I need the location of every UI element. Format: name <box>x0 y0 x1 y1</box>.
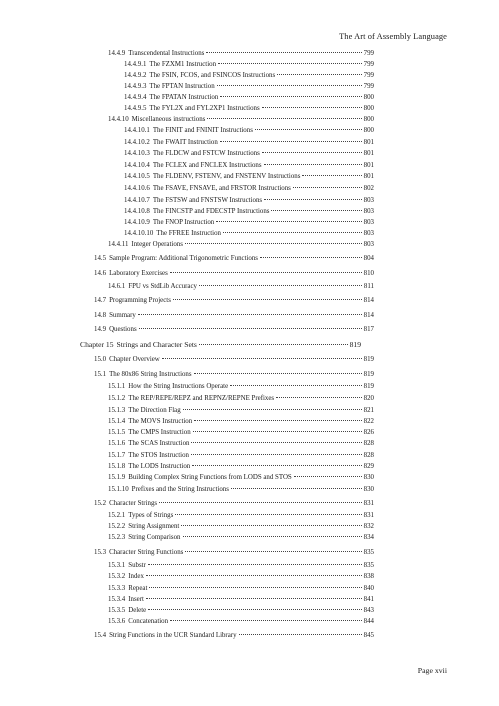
toc-entry[interactable] <box>94 632 374 640</box>
toc-entry[interactable] <box>94 371 374 379</box>
toc-leader-dots <box>159 502 362 503</box>
toc-entry-number: 15.1.2 <box>108 395 126 402</box>
toc-entry[interactable] <box>124 72 374 80</box>
toc-entry[interactable] <box>124 185 374 193</box>
toc-leader-dots <box>181 525 361 526</box>
toc-entry[interactable] <box>108 383 374 391</box>
toc-entry[interactable] <box>108 116 374 124</box>
toc-entry-number: 14.4.10.5 <box>124 173 150 180</box>
toc-entry[interactable] <box>108 474 374 482</box>
toc-entry-title: How the String Instructions Operate <box>128 383 229 390</box>
toc-entry-number: 14.4.9 <box>108 50 126 57</box>
toc-entry-number: 15.2.3 <box>108 534 126 541</box>
toc-entry-page: 841 <box>363 596 374 603</box>
toc-leader-dots <box>199 344 348 345</box>
toc-leader-dots <box>170 272 362 273</box>
toc-entry-title: The MOVS Instruction <box>128 418 193 425</box>
toc-entry[interactable] <box>124 197 374 205</box>
toc-entry-number: 15.2 <box>94 500 107 507</box>
toc-leader-dots <box>191 454 362 455</box>
toc-entry-number: 14.4.10.6 <box>124 185 150 192</box>
toc-leader-dots <box>264 199 362 200</box>
toc-leader-dots <box>185 243 362 244</box>
toc-entry[interactable] <box>108 452 374 460</box>
toc-entry[interactable] <box>108 283 374 291</box>
toc-leader-dots <box>217 85 362 86</box>
toc-entry-number: 15.1.9 <box>108 474 126 481</box>
toc-entry-number: Chapter 15 <box>80 340 114 349</box>
toc-leader-dots <box>223 232 362 233</box>
toc-entry[interactable] <box>124 94 374 102</box>
toc-entry-title: The FINIT and FNINIT Instructions <box>152 127 253 134</box>
toc-entry-title: Character Strings <box>109 500 158 507</box>
toc-entry-title: Insert <box>128 596 144 603</box>
toc-entry-page: 844 <box>363 618 374 625</box>
toc-entry-number: 14.6.1 <box>108 283 126 290</box>
toc-entry-title: The SCAS Instruction <box>128 440 190 447</box>
toc-entry[interactable] <box>124 61 374 69</box>
toc-entry-number: 15.3.5 <box>108 607 126 614</box>
toc-entry-number: 15.4 <box>94 632 107 639</box>
toc-entry[interactable] <box>108 618 374 626</box>
toc-entry-title: The FWAIT Instruction <box>152 139 218 146</box>
toc-entry-title: The CMPS Instruction <box>128 429 191 436</box>
toc-entry-number: 14.4.10.7 <box>124 197 150 204</box>
toc-leader-dots <box>170 620 362 621</box>
toc-entry[interactable] <box>94 255 374 263</box>
toc-entry-title: The FPTAN Instruction <box>149 83 215 90</box>
toc-entry-page: 845 <box>363 632 374 639</box>
toc-entry-number: 14.7 <box>94 297 107 304</box>
toc-entry-title: Integer Operations <box>131 241 183 248</box>
toc-entry[interactable] <box>124 105 374 113</box>
toc-entry-number: 15.1.10 <box>108 486 129 493</box>
toc-entry-page: 835 <box>363 562 374 569</box>
toc-entry-number: 14.5 <box>94 255 107 262</box>
toc-entry-page: 799 <box>363 50 374 57</box>
toc-entry-page: 801 <box>363 173 374 180</box>
toc-entry-number: 15.1.4 <box>108 418 126 425</box>
toc-entry-title: String Assignment <box>128 523 180 530</box>
toc-leader-dots <box>271 210 361 211</box>
toc-leader-dots <box>255 129 362 130</box>
toc-entry-title: The 80x86 String Instructions <box>109 371 192 378</box>
toc-leader-dots <box>220 141 362 142</box>
toc-leader-dots <box>139 328 362 329</box>
toc-leader-dots <box>194 373 362 374</box>
toc-entry-page: 800 <box>363 94 374 101</box>
toc-entry-title: Character String Functions <box>109 549 184 556</box>
toc-entry-page: 828 <box>363 452 374 459</box>
toc-entry-page: 801 <box>363 150 374 157</box>
toc-leader-dots <box>230 385 362 386</box>
toc-entry-title: The FINCSTP and FDECSTP Instructions <box>152 208 270 215</box>
toc-entry-page: 803 <box>363 197 374 204</box>
toc-entry-page: 803 <box>363 219 374 226</box>
toc-entry-number: 15.3.4 <box>108 596 126 603</box>
toc-entry[interactable] <box>124 139 374 147</box>
toc-leader-dots <box>216 221 361 222</box>
toc-entry-title: Substr <box>128 562 146 569</box>
toc-leader-dots <box>183 409 362 410</box>
toc-leader-dots <box>173 299 362 300</box>
toc-leader-dots <box>260 257 362 258</box>
toc-entry-page: 810 <box>363 270 374 277</box>
toc-entry-number: 14.4.9.2 <box>124 72 147 79</box>
toc-entry-page: 799 <box>363 72 374 79</box>
toc-entry-number: 15.1.1 <box>108 383 126 390</box>
toc-entry-page: 820 <box>363 395 374 402</box>
toc-entry-number: 14.4.10 <box>108 116 129 123</box>
toc-entry[interactable] <box>124 150 374 158</box>
toc-entry[interactable] <box>108 463 374 471</box>
toc-leader-dots <box>148 609 361 610</box>
toc-entry-number: 14.4.10.4 <box>124 162 150 169</box>
toc-chapter-entry[interactable] <box>80 340 361 349</box>
toc-entry-title: The FFREE Instruction <box>156 230 221 237</box>
toc-entry[interactable] <box>108 395 374 403</box>
toc-entry-number: 14.4.9.4 <box>124 94 147 101</box>
toc-entry-page: 811 <box>363 283 374 290</box>
toc-entry-number: 15.3.2 <box>108 573 126 580</box>
toc-entry[interactable] <box>94 270 374 278</box>
toc-entry[interactable] <box>108 440 374 448</box>
toc-entry-title: Laboratory Exercises <box>109 270 168 277</box>
toc-entry-title: String Functions in the UCR Standard Library <box>109 632 237 639</box>
toc-entry-title: The FSTSW and FNSTSW Instructions <box>152 197 263 204</box>
toc-entry-page: 800 <box>363 127 374 134</box>
toc-entry-number: 15.3 <box>94 549 107 556</box>
toc-entry-page: 803 <box>363 230 374 237</box>
toc-entry-page: 835 <box>363 549 374 556</box>
toc-entry-title: The FSIN, FCOS, and FSINCOS Instructions <box>149 72 276 79</box>
toc-entry-title: The FPATAN Instruction <box>149 94 219 101</box>
toc-entry-page: 828 <box>363 440 374 447</box>
toc-entry-number: 14.4.10.1 <box>124 127 150 134</box>
toc-entry-page: 832 <box>363 523 374 530</box>
toc-entry-page: 843 <box>363 607 374 614</box>
toc-entry-page: 821 <box>363 407 374 414</box>
toc-leader-dots <box>262 152 362 153</box>
toc-entry-page: 830 <box>363 486 374 493</box>
toc-entry-number: 15.3.6 <box>108 618 126 625</box>
toc-entry[interactable] <box>94 326 374 334</box>
toc-entry-number: 15.3.1 <box>108 562 126 569</box>
toc-entry[interactable] <box>108 418 374 426</box>
toc-entry-page: 803 <box>363 208 374 215</box>
toc-entry[interactable] <box>108 596 374 604</box>
toc-entry-title: The LODS Instruction <box>128 463 191 470</box>
toc-entry-title: Transcendental Instructions <box>128 50 205 57</box>
toc-entry[interactable] <box>108 585 374 593</box>
running-header-title: The Art of Assembly Language <box>339 32 447 41</box>
toc-entry-title: Strings and Character Sets <box>116 340 197 349</box>
toc-leader-dots <box>218 63 362 64</box>
toc-entry[interactable] <box>124 219 374 227</box>
toc-entry-number: 14.4.9.3 <box>124 83 147 90</box>
toc-entry-title: Questions <box>109 326 137 333</box>
toc-entry-page: 829 <box>363 463 374 470</box>
toc-entry-page: 831 <box>363 500 374 507</box>
toc-entry-number: 14.8 <box>94 312 107 319</box>
toc-entry-number: 14.4.9.5 <box>124 105 147 112</box>
toc-entry-page: 840 <box>363 585 374 592</box>
toc-entry-page: 822 <box>363 418 374 425</box>
toc-leader-dots <box>262 107 362 108</box>
toc-entry-page: 814 <box>363 312 374 319</box>
toc-entry-number: 14.4.10.3 <box>124 150 150 157</box>
toc-entry-page: 799 <box>363 83 374 90</box>
toc-entry-number: 14.4.10.10 <box>124 230 154 237</box>
toc-entry-title: The STOS Instruction <box>128 452 189 459</box>
toc-leader-dots <box>294 476 362 477</box>
toc-leader-dots <box>193 431 362 432</box>
toc-entry-title: Prefixes and the String Instructions <box>131 486 229 493</box>
toc-entry-title: Summary <box>109 312 136 319</box>
toc-entry-number: 15.1.8 <box>108 463 126 470</box>
toc-entry[interactable] <box>108 512 374 520</box>
toc-entry[interactable] <box>108 562 374 570</box>
toc-entry-page: 799 <box>363 61 374 68</box>
toc-entry-title: The FZXM1 Instruction <box>149 61 217 68</box>
toc-entry-page: 801 <box>363 162 374 169</box>
toc-leader-dots <box>146 575 362 576</box>
toc-entry-title: The FYL2X and FYL2XP1 Instructions <box>149 105 260 112</box>
toc-entry-title: The FNOP Instruction <box>152 219 215 226</box>
toc-entry[interactable] <box>94 500 374 508</box>
toc-entry-title: The FLDCW and FSTCW Instructions <box>152 150 260 157</box>
toc-entry-number: 15.1 <box>94 371 107 378</box>
toc-entry-title: Miscellaneous instructions <box>131 116 206 123</box>
toc-entry-page: 802 <box>363 185 374 192</box>
toc-leader-dots <box>185 551 361 552</box>
toc-entry-title: Chapter Overview <box>109 356 160 363</box>
toc-entry-title: Concatenation <box>128 618 169 625</box>
toc-entry-page: 831 <box>363 512 374 519</box>
toc-entry-title: Building Complex String Functions from LODS and STOS <box>128 474 292 481</box>
toc-entry-page: 826 <box>363 429 374 436</box>
toc-entry-number: 14.4.10.9 <box>124 219 150 226</box>
toc-entry[interactable] <box>94 549 374 557</box>
toc-leader-dots <box>276 397 362 398</box>
toc-entry-page: 800 <box>363 116 374 123</box>
toc-entry[interactable] <box>108 534 374 542</box>
toc-leader-dots <box>264 164 362 165</box>
toc-entry[interactable] <box>108 607 374 615</box>
toc-leader-dots <box>302 175 361 176</box>
toc-entry[interactable] <box>108 523 374 531</box>
toc-entry-page: 804 <box>363 255 374 262</box>
toc-leader-dots <box>175 514 361 515</box>
toc-entry-title: FPU vs StdLib Accuracy <box>128 283 197 290</box>
toc-entry-title: String Comparison <box>128 534 181 541</box>
toc-leader-dots <box>199 285 362 286</box>
toc-entry-number: 15.1.5 <box>108 429 126 436</box>
toc-leader-dots <box>138 314 362 315</box>
toc-entry[interactable] <box>124 208 374 216</box>
toc-entry-title: Types of Strings <box>128 512 174 519</box>
toc-entry[interactable] <box>108 407 374 415</box>
toc-entry[interactable] <box>108 241 374 249</box>
toc-leader-dots <box>220 96 361 97</box>
toc-entry-number: 15.1.7 <box>108 452 126 459</box>
toc-entry-page: 817 <box>363 326 374 333</box>
toc-entry[interactable] <box>94 297 374 305</box>
toc-entry-page: 834 <box>363 534 374 541</box>
toc-entry-number: 15.2.1 <box>108 512 126 519</box>
toc-entry-title: The FLDENV, FSTENV, and FNSTENV Instructions <box>152 173 301 180</box>
toc-entry-title: Index <box>128 573 144 580</box>
toc-entry-page: 819 <box>349 340 361 349</box>
toc-entry-number: 15.3.3 <box>108 585 126 592</box>
toc-leader-dots <box>239 634 362 635</box>
toc-entry-page: 801 <box>363 139 374 146</box>
toc-entry-page: 800 <box>363 105 374 112</box>
toc-leader-dots <box>207 118 361 119</box>
toc-entry-page: 819 <box>363 356 374 363</box>
toc-entry[interactable] <box>108 429 374 437</box>
toc-entry-title: The FCLEX and FNCLEX Instructions <box>152 162 262 169</box>
toc-leader-dots <box>277 74 361 75</box>
toc-entry-number: 15.1.3 <box>108 407 126 414</box>
toc-leader-dots <box>192 465 361 466</box>
toc-entry[interactable] <box>94 356 374 364</box>
toc-leader-dots <box>148 564 362 565</box>
toc-leader-dots <box>206 52 361 53</box>
toc-entry[interactable] <box>94 312 374 320</box>
toc-entry[interactable] <box>124 162 374 170</box>
toc-leader-dots <box>146 598 362 599</box>
toc-entry[interactable] <box>108 486 374 494</box>
toc-entry-page: 803 <box>363 241 374 248</box>
toc-entry-number: 14.4.11 <box>108 241 129 248</box>
toc-entry-page: 819 <box>363 383 374 390</box>
toc-leader-dots <box>149 587 361 588</box>
page-number: Page xvii <box>417 666 447 675</box>
toc-entry[interactable] <box>124 230 374 238</box>
toc-entry-number: 14.4.10.2 <box>124 139 150 146</box>
toc-entry-number: 15.0 <box>94 356 107 363</box>
toc-entry-number: 15.2.2 <box>108 523 126 530</box>
toc-entry-title: Repeat <box>128 585 148 592</box>
toc-leader-dots <box>191 442 361 443</box>
toc-entry-title: The FSAVE, FNSAVE, and FRSTOR Instructions <box>152 185 291 192</box>
toc-leader-dots <box>183 536 362 537</box>
toc-entry-title: The REP/REPE/REPZ and REPNZ/REPNE Prefixes <box>128 395 275 402</box>
toc-entry[interactable] <box>124 83 374 91</box>
toc-entry[interactable] <box>124 173 374 181</box>
toc-entry[interactable] <box>108 573 374 581</box>
toc-entry-title: Delete <box>128 607 147 614</box>
toc-entry-number: 14.9 <box>94 326 107 333</box>
toc-leader-dots <box>231 488 362 489</box>
toc-entry-page: 819 <box>363 371 374 378</box>
toc-entry-page: 830 <box>363 474 374 481</box>
toc-leader-dots <box>162 358 362 359</box>
toc-entry-title: Sample Program: Additional Trigonometric Functions <box>109 255 258 262</box>
toc-entry-page: 814 <box>363 297 374 304</box>
toc-entry[interactable] <box>108 50 374 58</box>
toc-entry[interactable] <box>124 127 374 135</box>
toc-leader-dots <box>194 420 361 421</box>
toc-entry-number: 15.1.6 <box>108 440 126 447</box>
toc-entry-number: 14.4.9.1 <box>124 61 147 68</box>
toc-entry-title: The Direction Flag <box>128 407 181 414</box>
toc-entry-number: 14.6 <box>94 270 107 277</box>
toc-leader-dots <box>293 187 362 188</box>
toc-entry-page: 838 <box>363 573 374 580</box>
toc-entry-number: 14.4.10.8 <box>124 208 150 215</box>
toc-entry-title: Programming Projects <box>109 297 171 304</box>
